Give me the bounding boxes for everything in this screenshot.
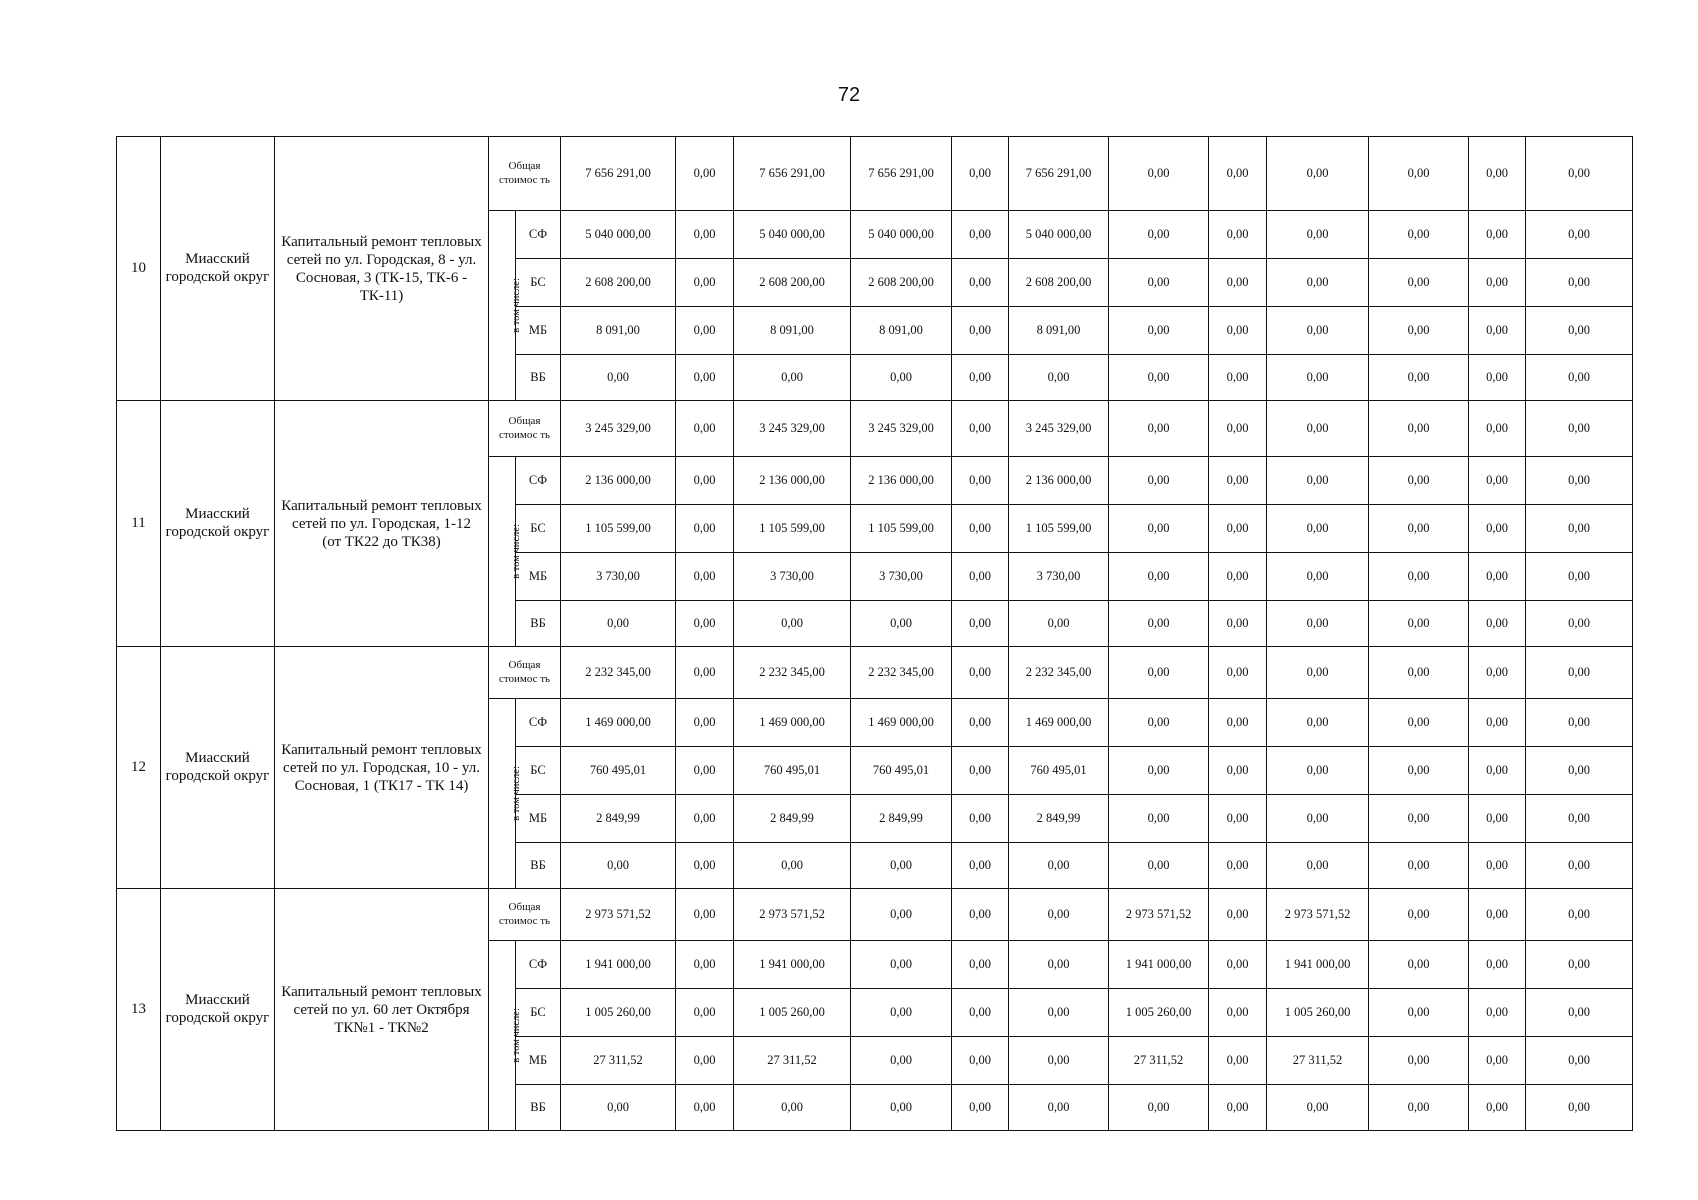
amount-cell: 0,00 <box>952 259 1009 307</box>
amount-cell: 8 091,00 <box>561 307 676 355</box>
amount-cell: 3 730,00 <box>561 553 676 601</box>
in-that-number-text: в том числе: <box>510 1008 522 1063</box>
amount-cell: 0,00 <box>1369 211 1469 259</box>
funding-source-label: МБ <box>516 1037 561 1085</box>
amount-cell: 3 245 329,00 <box>561 401 676 457</box>
amount-cell: 2 232 345,00 <box>1009 647 1109 699</box>
amount-cell: 0,00 <box>1469 601 1526 647</box>
amount-cell: 0,00 <box>1209 211 1267 259</box>
amount-cell: 0,00 <box>1469 211 1526 259</box>
amount-cell: 0,00 <box>1009 941 1109 989</box>
amount-cell: 1 469 000,00 <box>851 699 952 747</box>
amount-cell: 0,00 <box>1369 1085 1469 1131</box>
in-that-number-label <box>489 211 522 401</box>
amount-cell: 0,00 <box>1267 647 1369 699</box>
amount-cell: 0,00 <box>676 1037 734 1085</box>
district-name: Миасский городской округ <box>161 401 275 647</box>
amount-cell: 0,00 <box>1209 307 1267 355</box>
amount-cell: 1 941 000,00 <box>1267 941 1369 989</box>
amount-cell: 7 656 291,00 <box>1009 137 1109 211</box>
amount-cell: 0,00 <box>1109 401 1209 457</box>
amount-cell: 0,00 <box>1526 843 1633 889</box>
amount-cell: 0,00 <box>1526 1037 1633 1085</box>
amount-cell: 0,00 <box>1109 601 1209 647</box>
amount-cell: 3 730,00 <box>1009 553 1109 601</box>
project-description: Капитальный ремонт тепловых сетей по ул. Городская, 10 - ул. Сосновая, 1 (ТК17 - ТК 14) <box>275 647 489 889</box>
amount-cell: 0,00 <box>1009 843 1109 889</box>
amount-cell: 0,00 <box>1009 355 1109 401</box>
amount-cell: 0,00 <box>1209 1085 1267 1131</box>
amount-cell: 1 469 000,00 <box>561 699 676 747</box>
amount-cell: 3 245 329,00 <box>1009 401 1109 457</box>
amount-cell: 0,00 <box>1267 211 1369 259</box>
amount-cell: 0,00 <box>1209 505 1267 553</box>
amount-cell: 0,00 <box>1526 699 1633 747</box>
amount-cell: 0,00 <box>952 889 1009 941</box>
amount-cell: 0,00 <box>1369 989 1469 1037</box>
amount-cell: 0,00 <box>1526 457 1633 505</box>
amount-cell: 0,00 <box>1526 307 1633 355</box>
amount-cell: 1 941 000,00 <box>561 941 676 989</box>
amount-cell: 0,00 <box>561 355 676 401</box>
amount-cell: 0,00 <box>1469 647 1526 699</box>
amount-cell: 2 973 571,52 <box>561 889 676 941</box>
row-number: 13 <box>117 889 161 1131</box>
amount-cell: 0,00 <box>1526 1085 1633 1131</box>
amount-cell: 0,00 <box>952 1037 1009 1085</box>
amount-cell: 0,00 <box>1469 137 1526 211</box>
amount-cell: 0,00 <box>1267 505 1369 553</box>
amount-cell: 0,00 <box>952 647 1009 699</box>
amount-cell: 0,00 <box>1526 401 1633 457</box>
amount-cell: 0,00 <box>952 795 1009 843</box>
funding-source-label: БС <box>516 747 561 795</box>
amount-cell: 0,00 <box>1209 355 1267 401</box>
amount-cell: 27 311,52 <box>561 1037 676 1085</box>
amount-cell: 0,00 <box>1209 647 1267 699</box>
amount-cell: 0,00 <box>1209 699 1267 747</box>
amount-cell: 0,00 <box>676 457 734 505</box>
amount-cell: 8 091,00 <box>734 307 851 355</box>
amount-cell: 0,00 <box>1369 699 1469 747</box>
amount-cell: 0,00 <box>1109 457 1209 505</box>
funding-source-label: БС <box>516 505 561 553</box>
amount-cell: 0,00 <box>1369 553 1469 601</box>
in-that-number-text: в том числе: <box>510 766 522 821</box>
amount-cell: 2 608 200,00 <box>561 259 676 307</box>
amount-cell: 0,00 <box>1469 553 1526 601</box>
amount-cell: 0,00 <box>1267 457 1369 505</box>
amount-cell: 5 040 000,00 <box>734 211 851 259</box>
amount-cell: 0,00 <box>1369 601 1469 647</box>
amount-cell: 0,00 <box>1109 795 1209 843</box>
amount-cell: 0,00 <box>1526 889 1633 941</box>
amount-cell: 0,00 <box>1009 989 1109 1037</box>
amount-cell: 0,00 <box>676 505 734 553</box>
amount-cell: 0,00 <box>1469 795 1526 843</box>
amount-cell: 3 245 329,00 <box>851 401 952 457</box>
amount-cell: 0,00 <box>1526 601 1633 647</box>
amount-cell: 0,00 <box>1469 1037 1526 1085</box>
amount-cell: 7 656 291,00 <box>851 137 952 211</box>
amount-cell: 2 136 000,00 <box>734 457 851 505</box>
amount-cell: 2 136 000,00 <box>851 457 952 505</box>
amount-cell: 0,00 <box>1209 747 1267 795</box>
amount-cell: 27 311,52 <box>1267 1037 1369 1085</box>
amount-cell: 0,00 <box>1469 259 1526 307</box>
amount-cell: 0,00 <box>1109 505 1209 553</box>
amount-cell: 0,00 <box>851 941 952 989</box>
amount-cell: 0,00 <box>734 1085 851 1131</box>
amount-cell: 0,00 <box>1469 401 1526 457</box>
amount-cell: 2 849,99 <box>1009 795 1109 843</box>
amount-cell: 3 730,00 <box>851 553 952 601</box>
amount-cell: 0,00 <box>1369 259 1469 307</box>
amount-cell: 8 091,00 <box>851 307 952 355</box>
in-that-number-text: в том числе: <box>510 278 522 333</box>
amount-cell: 0,00 <box>1526 747 1633 795</box>
amount-cell: 0,00 <box>1369 889 1469 941</box>
total-cost-label: Общая стоимос ть <box>489 137 561 211</box>
amount-cell: 0,00 <box>1267 553 1369 601</box>
amount-cell: 0,00 <box>1209 137 1267 211</box>
row-number: 11 <box>117 401 161 647</box>
amount-cell: 0,00 <box>676 601 734 647</box>
table-row <box>117 401 1633 457</box>
amount-cell: 0,00 <box>1267 795 1369 843</box>
funding-source-label: СФ <box>516 941 561 989</box>
amount-cell: 0,00 <box>734 843 851 889</box>
amount-cell: 0,00 <box>676 699 734 747</box>
amount-cell: 0,00 <box>952 747 1009 795</box>
amount-cell: 0,00 <box>952 553 1009 601</box>
amount-cell: 0,00 <box>1209 457 1267 505</box>
page-number: 72 <box>837 84 861 106</box>
amount-cell: 2 973 571,52 <box>734 889 851 941</box>
funding-source-label: БС <box>516 259 561 307</box>
table-row <box>117 889 1633 941</box>
amount-cell: 0,00 <box>1469 307 1526 355</box>
amount-cell: 0,00 <box>952 137 1009 211</box>
funding-source-label: СФ <box>516 211 561 259</box>
district-name: Миасский городской округ <box>161 647 275 889</box>
amount-cell: 0,00 <box>1109 1085 1209 1131</box>
amount-cell: 1 941 000,00 <box>734 941 851 989</box>
funding-source-label: ВБ <box>516 355 561 401</box>
amount-cell: 0,00 <box>676 137 734 211</box>
amount-cell: 0,00 <box>952 355 1009 401</box>
amount-cell: 7 656 291,00 <box>734 137 851 211</box>
amount-cell: 1 005 260,00 <box>1267 989 1369 1037</box>
amount-cell: 0,00 <box>1009 601 1109 647</box>
amount-cell: 0,00 <box>1469 843 1526 889</box>
amount-cell: 0,00 <box>952 307 1009 355</box>
amount-cell: 760 495,01 <box>1009 747 1109 795</box>
amount-cell: 2 232 345,00 <box>561 647 676 699</box>
amount-cell: 2 849,99 <box>851 795 952 843</box>
project-description: Капитальный ремонт тепловых сетей по ул. Городская, 1-12 (от ТК22 до ТК38) <box>275 401 489 647</box>
financing-table <box>116 136 1633 1131</box>
district-name: Миасский городской округ <box>161 137 275 401</box>
amount-cell: 5 040 000,00 <box>561 211 676 259</box>
amount-cell: 0,00 <box>952 1085 1009 1131</box>
amount-cell: 0,00 <box>676 843 734 889</box>
amount-cell: 0,00 <box>1469 989 1526 1037</box>
amount-cell: 760 495,01 <box>561 747 676 795</box>
amount-cell: 0,00 <box>1369 795 1469 843</box>
amount-cell: 2 608 200,00 <box>851 259 952 307</box>
amount-cell: 1 469 000,00 <box>734 699 851 747</box>
amount-cell: 1 469 000,00 <box>1009 699 1109 747</box>
amount-cell: 0,00 <box>1267 1085 1369 1131</box>
table-body <box>117 137 1633 1131</box>
amount-cell: 0,00 <box>1209 843 1267 889</box>
amount-cell: 2 232 345,00 <box>734 647 851 699</box>
amount-cell: 0,00 <box>676 795 734 843</box>
amount-cell: 0,00 <box>1526 795 1633 843</box>
amount-cell: 0,00 <box>1009 889 1109 941</box>
amount-cell: 0,00 <box>1267 843 1369 889</box>
amount-cell: 0,00 <box>561 601 676 647</box>
amount-cell: 0,00 <box>676 553 734 601</box>
amount-cell: 0,00 <box>1469 1085 1526 1131</box>
amount-cell: 0,00 <box>676 307 734 355</box>
amount-cell: 0,00 <box>676 211 734 259</box>
amount-cell: 0,00 <box>851 1037 952 1085</box>
amount-cell: 0,00 <box>1209 989 1267 1037</box>
project-description: Капитальный ремонт тепловых сетей по ул. Городская, 8 - ул. Сосновая, 3 (ТК-15, ТК-6 - ТК-11) <box>275 137 489 401</box>
amount-cell: 0,00 <box>1526 355 1633 401</box>
amount-cell: 0,00 <box>1369 401 1469 457</box>
amount-cell: 0,00 <box>1469 747 1526 795</box>
amount-cell: 27 311,52 <box>734 1037 851 1085</box>
amount-cell: 2 608 200,00 <box>734 259 851 307</box>
funding-source-label: ВБ <box>516 843 561 889</box>
amount-cell: 0,00 <box>1369 457 1469 505</box>
amount-cell: 0,00 <box>1109 747 1209 795</box>
amount-cell: 3 245 329,00 <box>734 401 851 457</box>
amount-cell: 1 105 599,00 <box>561 505 676 553</box>
amount-cell: 0,00 <box>952 989 1009 1037</box>
amount-cell: 0,00 <box>1109 137 1209 211</box>
funding-source-label: МБ <box>516 307 561 355</box>
funding-source-label: СФ <box>516 699 561 747</box>
amount-cell: 0,00 <box>1267 401 1369 457</box>
amount-cell: 0,00 <box>1267 747 1369 795</box>
in-that-number-label <box>489 941 522 1131</box>
funding-source-label: ВБ <box>516 1085 561 1131</box>
amount-cell: 0,00 <box>1209 259 1267 307</box>
amount-cell: 0,00 <box>1526 553 1633 601</box>
amount-cell: 1 005 260,00 <box>561 989 676 1037</box>
row-number: 10 <box>117 137 161 401</box>
amount-cell: 0,00 <box>851 843 952 889</box>
amount-cell: 0,00 <box>1267 699 1369 747</box>
amount-cell: 1 105 599,00 <box>851 505 952 553</box>
amount-cell: 0,00 <box>1469 505 1526 553</box>
amount-cell: 0,00 <box>1469 699 1526 747</box>
amount-cell: 0,00 <box>676 941 734 989</box>
amount-cell: 0,00 <box>952 941 1009 989</box>
amount-cell: 0,00 <box>1369 843 1469 889</box>
amount-cell: 0,00 <box>1209 941 1267 989</box>
amount-cell: 0,00 <box>1369 307 1469 355</box>
amount-cell: 0,00 <box>1267 259 1369 307</box>
in-that-number-label <box>489 699 522 889</box>
amount-cell: 0,00 <box>1109 553 1209 601</box>
amount-cell: 0,00 <box>1109 699 1209 747</box>
project-description: Капитальный ремонт тепловых сетей по ул. 60 лет Октября ТК№1 - ТК№2 <box>275 889 489 1131</box>
amount-cell: 0,00 <box>676 1085 734 1131</box>
amount-cell: 0,00 <box>851 601 952 647</box>
amount-cell: 0,00 <box>1109 211 1209 259</box>
amount-cell: 0,00 <box>561 843 676 889</box>
amount-cell: 3 730,00 <box>734 553 851 601</box>
amount-cell: 0,00 <box>851 889 952 941</box>
amount-cell: 1 105 599,00 <box>734 505 851 553</box>
amount-cell: 2 232 345,00 <box>851 647 952 699</box>
in-that-number-text: в том числе: <box>510 524 522 579</box>
amount-cell: 0,00 <box>1209 601 1267 647</box>
amount-cell: 0,00 <box>851 355 952 401</box>
amount-cell: 0,00 <box>851 1085 952 1131</box>
amount-cell: 0,00 <box>1009 1085 1109 1131</box>
amount-cell: 0,00 <box>851 989 952 1037</box>
amount-cell: 760 495,01 <box>851 747 952 795</box>
amount-cell: 0,00 <box>1267 137 1369 211</box>
amount-cell: 0,00 <box>1526 211 1633 259</box>
amount-cell: 0,00 <box>1469 457 1526 505</box>
row-number: 12 <box>117 647 161 889</box>
amount-cell: 0,00 <box>1209 1037 1267 1085</box>
amount-cell: 0,00 <box>952 401 1009 457</box>
amount-cell: 0,00 <box>676 989 734 1037</box>
amount-cell: 0,00 <box>676 355 734 401</box>
funding-source-label: ВБ <box>516 601 561 647</box>
amount-cell: 0,00 <box>1109 355 1209 401</box>
amount-cell: 1 005 260,00 <box>734 989 851 1037</box>
funding-source-label: СФ <box>516 457 561 505</box>
amount-cell: 27 311,52 <box>1109 1037 1209 1085</box>
funding-source-label: МБ <box>516 553 561 601</box>
amount-cell: 0,00 <box>1526 647 1633 699</box>
amount-cell: 0,00 <box>952 843 1009 889</box>
amount-cell: 0,00 <box>1369 747 1469 795</box>
total-cost-label: Общая стоимос ть <box>489 889 561 941</box>
amount-cell: 0,00 <box>1526 137 1633 211</box>
amount-cell: 2 136 000,00 <box>1009 457 1109 505</box>
amount-cell: 2 136 000,00 <box>561 457 676 505</box>
amount-cell: 0,00 <box>1469 889 1526 941</box>
amount-cell: 0,00 <box>1469 941 1526 989</box>
amount-cell: 0,00 <box>561 1085 676 1131</box>
amount-cell: 0,00 <box>1267 307 1369 355</box>
amount-cell: 0,00 <box>952 211 1009 259</box>
amount-cell: 0,00 <box>1369 355 1469 401</box>
amount-cell: 0,00 <box>1369 137 1469 211</box>
amount-cell: 0,00 <box>676 747 734 795</box>
amount-cell: 0,00 <box>1109 259 1209 307</box>
amount-cell: 2 849,99 <box>561 795 676 843</box>
amount-cell: 0,00 <box>952 505 1009 553</box>
amount-cell: 0,00 <box>1526 259 1633 307</box>
in-that-number-label <box>489 457 522 647</box>
amount-cell: 0,00 <box>1209 401 1267 457</box>
amount-cell: 0,00 <box>1109 843 1209 889</box>
amount-cell: 1 105 599,00 <box>1009 505 1109 553</box>
amount-cell: 0,00 <box>734 355 851 401</box>
amount-cell: 0,00 <box>676 401 734 457</box>
amount-cell: 0,00 <box>952 457 1009 505</box>
total-cost-label: Общая стоимос ть <box>489 647 561 699</box>
amount-cell: 0,00 <box>676 259 734 307</box>
amount-cell: 0,00 <box>1526 505 1633 553</box>
amount-cell: 0,00 <box>1209 795 1267 843</box>
funding-source-label: БС <box>516 989 561 1037</box>
amount-cell: 0,00 <box>1526 989 1633 1037</box>
amount-cell: 8 091,00 <box>1009 307 1109 355</box>
amount-cell: 2 608 200,00 <box>1009 259 1109 307</box>
amount-cell: 0,00 <box>1267 601 1369 647</box>
amount-cell: 0,00 <box>1369 1037 1469 1085</box>
amount-cell: 0,00 <box>952 699 1009 747</box>
amount-cell: 2 973 571,52 <box>1109 889 1209 941</box>
amount-cell: 7 656 291,00 <box>561 137 676 211</box>
funding-source-label: МБ <box>516 795 561 843</box>
total-cost-label: Общая стоимос ть <box>489 401 561 457</box>
amount-cell: 0,00 <box>1209 889 1267 941</box>
table-row <box>117 647 1633 699</box>
amount-cell: 0,00 <box>676 889 734 941</box>
district-name: Миасский городской округ <box>161 889 275 1131</box>
amount-cell: 5 040 000,00 <box>851 211 952 259</box>
amount-cell: 0,00 <box>1526 941 1633 989</box>
amount-cell: 0,00 <box>1209 553 1267 601</box>
amount-cell: 760 495,01 <box>734 747 851 795</box>
amount-cell: 1 005 260,00 <box>1109 989 1209 1037</box>
amount-cell: 0,00 <box>1109 647 1209 699</box>
amount-cell: 0,00 <box>1469 355 1526 401</box>
amount-cell: 0,00 <box>1009 1037 1109 1085</box>
amount-cell: 0,00 <box>952 601 1009 647</box>
amount-cell: 0,00 <box>1369 941 1469 989</box>
amount-cell: 0,00 <box>1267 355 1369 401</box>
amount-cell: 0,00 <box>1109 307 1209 355</box>
amount-cell: 0,00 <box>1369 505 1469 553</box>
amount-cell: 1 941 000,00 <box>1109 941 1209 989</box>
amount-cell: 0,00 <box>734 601 851 647</box>
amount-cell: 2 973 571,52 <box>1267 889 1369 941</box>
amount-cell: 2 849,99 <box>734 795 851 843</box>
table-row <box>117 137 1633 211</box>
amount-cell: 5 040 000,00 <box>1009 211 1109 259</box>
amount-cell: 0,00 <box>1369 647 1469 699</box>
amount-cell: 0,00 <box>676 647 734 699</box>
